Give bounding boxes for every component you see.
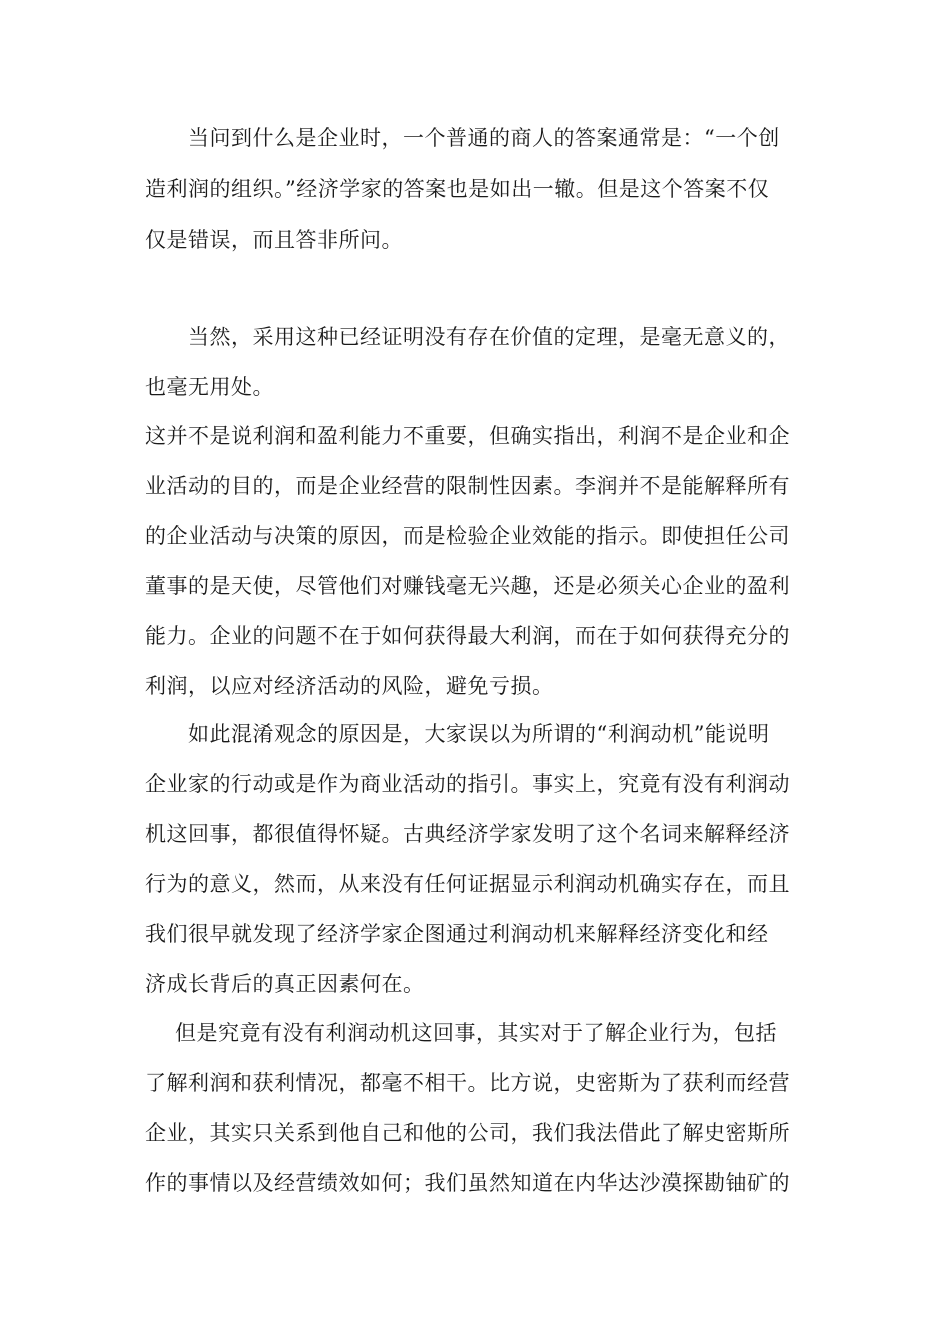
paragraph-3-line-3: 的企业活动与决策的原因，而是检验企业效能的指示。即使担任公司 [145,524,790,548]
paragraph-3-line-6: 利润，以应对经济活动的风险，避免亏损。 [145,674,554,698]
paragraph-3-line-4: 董事的是天使，尽管他们对赚钱毫无兴趣，还是必须关心企业的盈利 [145,574,790,598]
paragraph-4-line-4: 行为的意义，然而，从来没有任何证据显示利润动机确实存在，而且 [145,872,790,896]
paragraph-1-line-2: 造利润的组织。”经济学家的答案也是如出一辙。但是这个答案不仅 [145,177,770,201]
paragraph-3-line-1: 这并不是说利润和盈利能力不重要，但确实指出，利润不是企业和企 [145,424,790,448]
paragraph-1-line-3: 仅是错误，而且答非所问。 [145,228,403,252]
paragraph-5-line-1: 但是究竟有没有利润动机这回事，其实对于了解企业行为，包括 [175,1021,777,1045]
paragraph-4-line-5: 我们很早就发现了经济学家企图通过利润动机来解释经济变化和经 [145,922,769,946]
paragraph-4-line-2: 企业家的行动或是作为商业活动的指引。事实上，究竟有没有利润动 [145,772,790,796]
paragraph-1-line-1: 当问到什么是企业时，一个普通的商人的答案通常是：“一个创 [188,126,780,150]
paragraph-2-line-1: 当然，采用这种已经证明没有存在价值的定理，是毫无意义的， [188,325,790,349]
paragraph-2-line-2: 也毫无用处。 [145,375,274,399]
paragraph-5-line-3: 企业，其实只关系到他自己和他的公司，我们我法借此了解史密斯所 [145,1121,790,1145]
paragraph-3-line-5: 能力。企业的问题不在于如何获得最大利润，而在于如何获得充分的 [145,624,790,648]
paragraph-5-line-4: 作的事情以及经营绩效如何；我们虽然知道在内华达沙漠探勘铀矿的 [145,1171,790,1195]
paragraph-4-line-6: 济成长背后的真正因素何在。 [145,972,425,996]
paragraph-3-line-2: 业活动的目的，而是企业经营的限制性因素。李润并不是能解释所有 [145,474,790,498]
paragraph-4-line-1: 如此混淆观念的原因是，大家误以为所谓的“利润动机”能说明 [188,722,770,746]
paragraph-4-line-3: 机这回事，都很值得怀疑。古典经济学家发明了这个名词来解释经济 [145,822,790,846]
paragraph-5-line-2: 了解利润和获利情况，都毫不相干。比方说，史密斯为了获利而经营 [145,1071,790,1095]
